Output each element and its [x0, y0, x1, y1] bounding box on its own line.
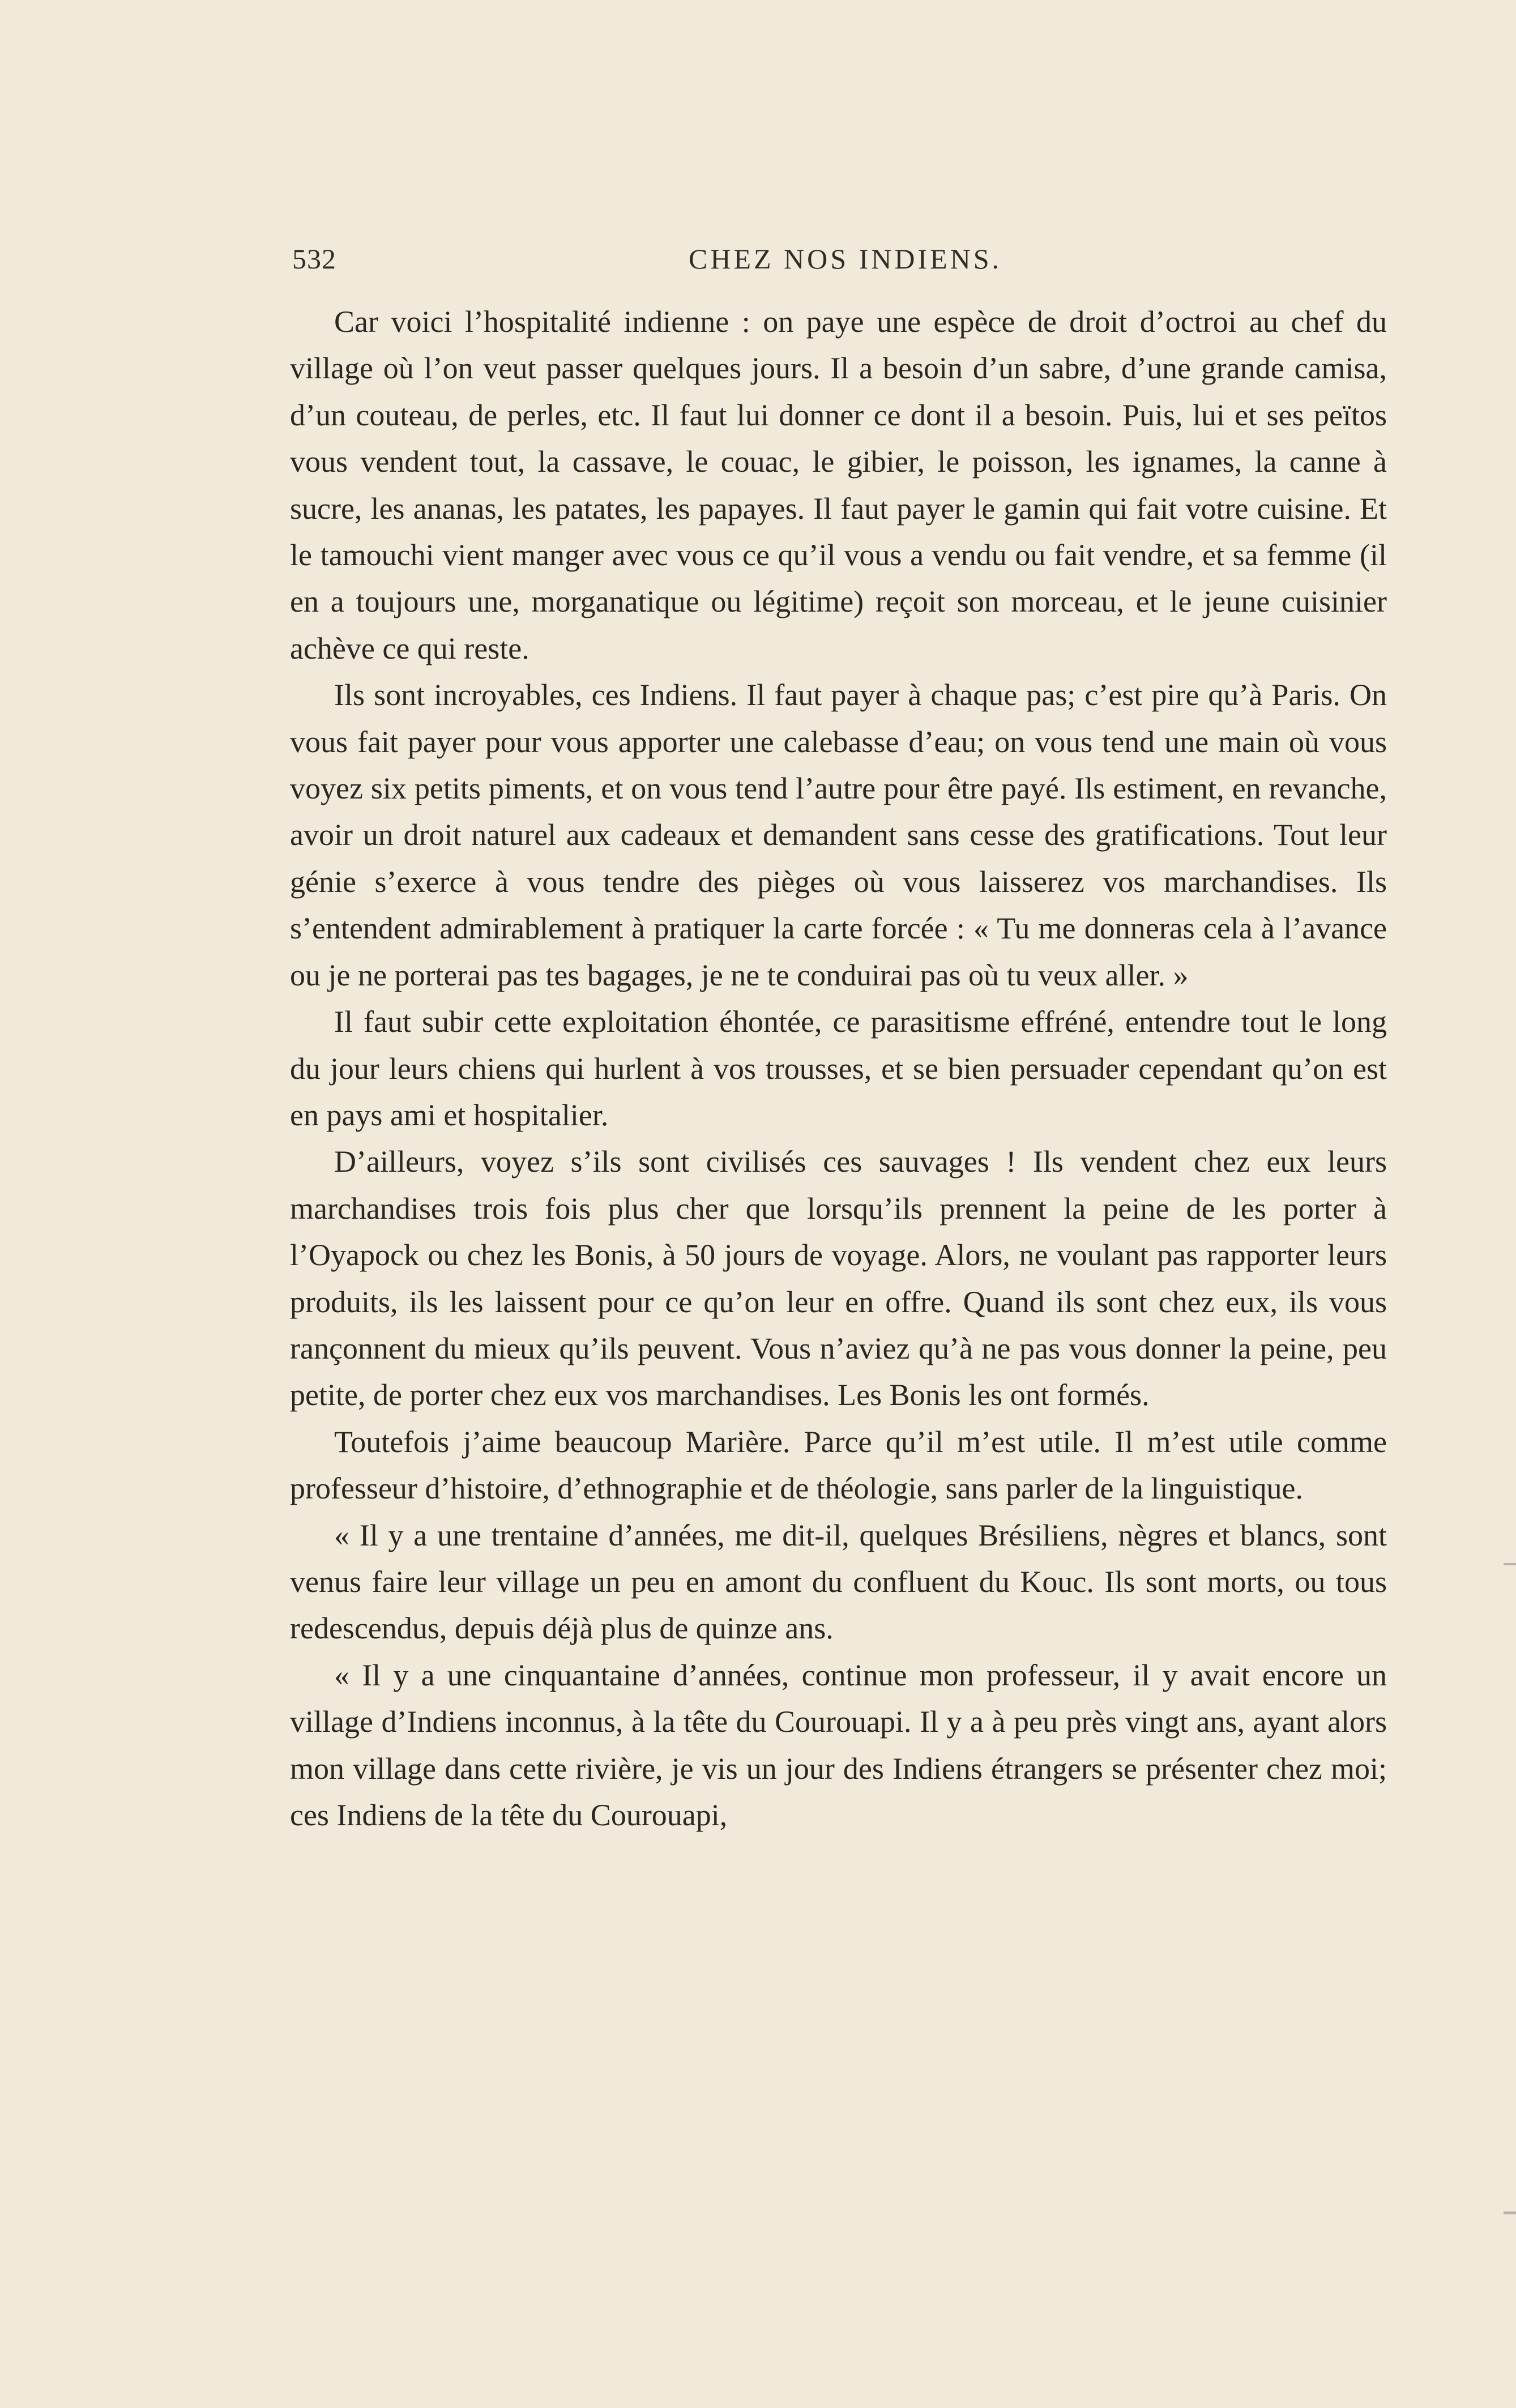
paragraph: D’ailleurs, voyez s’ils sont civilisés ces sauvages ! Ils vendent chez eux leurs marchandises trois fois plus cher que lorsqu’ils prennent la peine de les porter à l’Oyapock ou chez les Bonis, à 50 jours de voyage. Alors, ne voulant pas rapporter leurs produits, ils les laissent pour ce qu’on leur en offre. Quand ils sont chez eux, ils vous rançonnent du mieux qu’ils peuvent. Vous n’aviez qu’à ne pas vous donner la peine, peu petite, de porter chez eux vos marchandises. Les Bonis les ont formés. [290, 1145, 1387, 1412]
paragraph: Toutefois j’aime beaucoup Marière. Parce qu’il m’est utile. Il m’est utile comme professeur d’histoire, d’ethnographie et de théologie, sans parler de la linguistique. [290, 1424, 1387, 1506]
paragraph: « Il y a une cinquantaine d’années, continue mon professeur, il y avait encore un village d’Indiens inconnus, à la tête du Courouapi. Il y a à peu près vingt ans, ayant alors mon village dans cette rivière, je vis un jour des Indiens étrangers se présenter chez moi; ces Indiens de la tête du Courouapi, [290, 1658, 1387, 1832]
body-text [290, 298, 1387, 1838]
paragraph: Ils sont incroyables, ces Indiens. Il faut payer à chaque pas; c’est pire qu’à Paris. On vous fait payer pour vous apporter une calebasse d’eau; on vous tend une main où vous voyez six petits piments, et on vous tend l’autre pour être payé. Ils estiment, en revanche, avoir un droit naturel aux cadeaux et demandent sans cesse des gratifications. Tout leur génie s’exerce à vous tendre des pièges où vous laisserez vos marchandises. Ils s’entendent admirablement à pratiquer la carte forcée : « Tu me donneras cela à l’avance ou je ne porterai pas tes bagages, je ne te conduirai pas où tu veux aller. » [290, 678, 1387, 992]
running-head [292, 242, 1387, 282]
paragraph: « Il y a une trentaine d’années, me dit-il, quelques Brésiliens, nègres et blancs, sont venus faire leur village un peu en amont du confluent du Kouc. Ils sont morts, ou tous redescendus, depuis déjà plus de quinze ans. [290, 1518, 1387, 1646]
page-edge-mark [1504, 1563, 1516, 1565]
paragraph: Il faut subir cette exploitation éhontée, ce parasitisme effréné, entendre tout le long du jour leurs chiens qui hurlent à vos trousses, et se bien persuader cependant qu’on est en pays ami et hospitalier. [290, 1005, 1387, 1132]
running-title: CHEZ NOS INDIENS. [689, 243, 1002, 275]
page-number: 532 [292, 243, 336, 275]
page-edge-mark [1504, 2211, 1516, 2214]
paragraph: Car voici l’hospitalité indienne : on paye une espèce de droit d’octroi au chef du village où l’on veut passer quelques jours. Il a besoin d’un sabre, d’une grande camisa, d’un couteau, de perles, etc. Il faut lui donner ce dont il a besoin. Puis, lui et ses peïtos vous vendent tout, la cassave, le couac, le gibier, le poisson, les ignames, la canne à sucre, les ananas, les patates, les papayes. Il faut payer le gamin qui fait votre cuisine. Et le tamouchi vient manger avec vous ce qu’il vous a vendu ou fait vendre, et sa femme (il en a toujours une, morganatique ou légitime) reçoit son morceau, et le jeune cuisinier achève ce qui reste. [290, 305, 1387, 665]
